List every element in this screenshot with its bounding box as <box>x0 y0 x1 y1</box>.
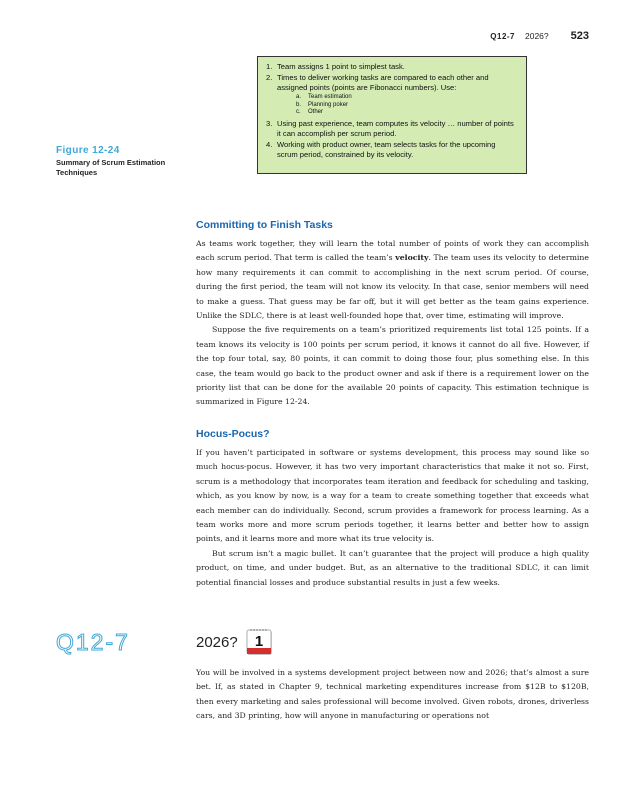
sub-step-item: b. Planning poker <box>296 101 349 108</box>
term-velocity: velocity <box>395 253 429 263</box>
running-head <box>490 30 589 42</box>
sub-step-item: a. Team estimation <box>296 94 352 100</box>
figure-title: Summary of Scrum Estimation Techniques <box>56 158 166 177</box>
estimation-steps-list <box>266 62 518 160</box>
hocus-pocus-section <box>196 428 589 590</box>
running-head-title: 2026? <box>525 31 549 41</box>
q12-7-section <box>196 666 589 724</box>
step-item: 2. Times to deliver working tasks are compared to each other and assigned points (points are Fibonacci numbers). Use: a. Team estimation b. Planning poker c. Other <box>266 73 518 118</box>
step-item: 1. Team assigns 1 point to simplest task. <box>266 62 405 71</box>
sub-step-list <box>296 94 518 117</box>
page-number: 523 <box>570 30 589 42</box>
paragraph: As teams work together, they will learn the total number of points of work they can accomplish each scrum period. That term is called the team’s velocity. The team uses its velocity to determine how many requirements it can commit to accomplishing in the next scrum period. Of course, during the first period, the team will not know its velocity. In that case, senior members will need to make a guess. That guess may be far off, but it will get better as the team gains experience. Unlike the SDLC, there is at least well-founded hope that, over time, estimating will improve. <box>196 239 589 321</box>
step-text: Using past experience, team computes its velocity … number of points it can accomplish per scrum period. <box>277 118 514 138</box>
step-text: Team assigns 1 point to simplest task. <box>277 62 405 71</box>
committing-section <box>196 219 589 410</box>
paragraph: You will be involved in a systems development project between now and 2026; that’s almost a sure bet. If, as stated in Chapter 9, technical marketing expenditures increase from $12B to $120B, then every marketing and sales professional will become involved. Given robots, drones, driverless cars, and 3D printing, how will anyone in manufacturing or operations not <box>196 668 589 721</box>
section-heading: Committing to Finish Tasks <box>196 219 333 231</box>
q12-7-header <box>56 627 276 657</box>
step-item: 3. Using past experience, team computes its velocity … number of points it can accomplish per scrum period. <box>266 119 518 139</box>
figure-label: Figure 12-24 <box>56 145 120 156</box>
step-item: 4. Working with product owner, team selects tasks for the upcoming scrum period, constrained by its velocity. <box>266 140 518 160</box>
calendar-day: 1 <box>254 633 263 650</box>
paragraph: Suppose the five requirements on a team’s prioritized requirements list total 125 points. If a team knows its velocity is 100 points per scrum period, it knows it cannot do all five. However, if the top four total, say, 80 points, it can commit to doing those four, plus something else. In this case, the team would go back to the product owner and ask if there is a requirement lower on the priority list that can be done for the available 20 points of capacity. This estimation technique is summarized in Figure 12-24. <box>196 325 589 407</box>
figure-caption <box>56 145 186 177</box>
figure-12-24-box <box>257 56 527 174</box>
step-text: Times to deliver working tasks are compared to each other and assigned points (points are Fibonacci numbers). Use: <box>277 73 489 92</box>
paragraph: If you haven’t participated in software or systems development, this process may sound like so much hocus-pocus. However, it has two very important characteristics that make it not so. First, scrum is a methodology that incorporates team iteration and feedback for scheduling and tasking, which, as you know by now, is a way for a team to create something together that exceeds what each member can do individually. Second, scrum provides a framework for process learning. As a team works more and more scrum periods together, it learns better and better how to assign points, and it learns more and more what its true velocity is. <box>196 448 589 544</box>
step-text: Working with product owner, team selects tasks for the upcoming scrum period, constrained by its velocity. <box>277 139 496 159</box>
question-label: Q12-7 <box>56 628 130 655</box>
calendar-icon <box>246 627 276 657</box>
section-heading: Hocus-Pocus? <box>196 428 270 440</box>
question-title: 2026? <box>196 633 238 651</box>
sub-step-item: c. Other <box>296 109 324 115</box>
running-head-section: Q12-7 <box>490 32 515 41</box>
paragraph: But scrum isn’t a magic bullet. It can’t guarantee that the project will produce a high quality product, on time, and under budget. But, as an alternative to the traditional SDLC, it can limit potential financial losses and produce substantial results in just a few weeks. <box>196 548 589 587</box>
